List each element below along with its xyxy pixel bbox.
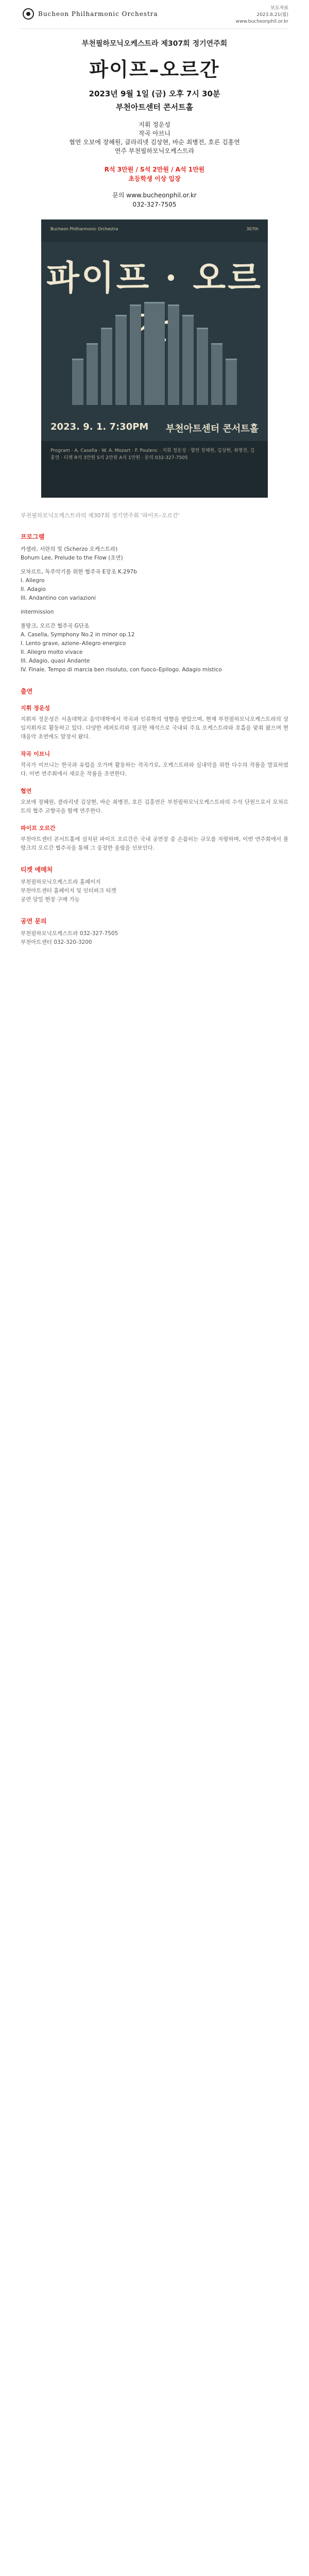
concert-subtitle: 부천필하모닉오케스트라 제307회 정기연주회 (81, 40, 228, 48)
inquiry-section (21, 917, 288, 947)
ticket-prices (21, 165, 288, 183)
program-section (21, 532, 288, 674)
credit-conductor: 지휘 정운성 (139, 121, 170, 128)
poster-venue: 부천아트센터 콘서트홀 (165, 423, 259, 434)
credits (21, 121, 288, 156)
header (21, 0, 288, 29)
program-movement: I. Lento grave, azione–Allegro energico (21, 640, 126, 647)
release-date: 2023.8.21(월) (256, 12, 288, 18)
performers-section (21, 687, 288, 853)
intermission: intermission (21, 609, 54, 615)
logo-text: Bucheon Philharmonic Orchestra (38, 10, 158, 18)
performers-heading: 출연 (21, 688, 33, 695)
age-limit: 초등학생 이상 입장 (128, 175, 181, 182)
program-movement: II. Allegro molto vivace (21, 649, 83, 655)
inquiry-line: 부천아트센터 032-320-3200 (21, 939, 92, 945)
logo-emblem-icon (23, 8, 34, 20)
program-item: 카셀라, 서란의 빛 (Scherzo 오케스트라) (21, 546, 118, 552)
conductor-bio: 지휘자 정운성은 서울대학교 음악대학에서 작곡과 인류학의 영향을 받았으며, 현재 부천필하모닉오케스트라의 상임지휘자로 활동하고 있다. 다양한 레퍼토리와 정교한 해석으로 국내외 주요 오케스트라와 호흡을 맞춰 왔으며 현대음악 초연에도 앞장서 왔다. (21, 716, 288, 740)
doc-label: 보도자료 (270, 6, 288, 11)
ticket-heading: 티켓 예매처 (21, 866, 53, 873)
poster-info: Program · A. Casella · W. A. Mozart · F. Poulenc · 지휘 정운성 · 협연 장혜원, 김상현, 최병전, 김홍연 · 티켓 R석 3만원 S석 2만원 A석 1만원 · 문의 032-327-7505 (50, 448, 255, 461)
concert-date: 2023년 9월 1일 (금) 오후 7시 30분 (89, 89, 220, 98)
concert-poster (41, 219, 268, 498)
organ-pipes-illustration (72, 302, 237, 405)
program-item: A. Casella, Symphony No.2 in minor op.12 (21, 632, 135, 638)
credit-soloists: 협연 오보에 장혜원, 클라리넷 김상현, 바순 최병전, 호른 김홍연 (69, 139, 240, 146)
composer-heading: 작곡 이브니 (21, 751, 50, 757)
credit-orchestra: 연주 부천필하모닉오케스트라 (114, 147, 195, 155)
inquiry-heading: 공연 문의 (21, 918, 47, 925)
composer-bio: 작곡가 이브니는 한국과 유럽을 오가며 활동하는 작곡가로, 오케스트라와 실내악을 위한 다수의 작품을 발표하였다. 이번 연주회에서 새로운 작품을 초연한다. (21, 762, 288, 777)
soloists-bio: 오보에 장혜원, 클라리넷 김상현, 바순 최병전, 호른 김홍연은 부천필하모닉오케스트라의 수석 단원으로서 모차르트의 협주 교향곡을 함께 연주한다. (21, 799, 288, 814)
program-item: 풀랑크, 오르간 협주곡 G단조 (21, 623, 90, 629)
contact-website[interactable]: 문의 www.bucheonphil.or.kr (112, 192, 197, 199)
inquiry-line: 부천필하모닉오케스트라 032-327-7505 (21, 930, 118, 937)
organ-description: 부천아트센터 콘서트홀에 설치된 파이프 오르간은 국내 공연장 중 손꼽히는 규모를 자랑하며, 이번 연주회에서 풀랑크의 오르간 협주곡을 통해 그 웅장한 울림을 선보인다. (21, 836, 288, 851)
ticket-section (21, 865, 288, 904)
soloists-heading: 협연 (21, 788, 32, 794)
header-meta (236, 5, 288, 25)
program-item: Bohum Lee, Prelude to the Flow (초연) (21, 555, 123, 561)
contact-info (21, 191, 288, 209)
title-block (21, 29, 288, 156)
program-movement: III. Adagio, quasi Andante (21, 658, 90, 664)
ticket-outlet: 부천필하모닉오케스트라 홈페이지 (21, 879, 101, 885)
program-item: 모차르트, 독주악기를 위한 협주곡 E장조 K.297b (21, 569, 137, 575)
organ-heading: 파이프 오르간 (21, 825, 56, 832)
concert-title: 파이프–오르간 (89, 58, 220, 81)
ticket-outlet: 공연 당일 현장 구매 가능 (21, 896, 80, 903)
program-heading: 프로그램 (21, 533, 45, 540)
poster-orchestra: Bucheon Philharmonic Orchestra (50, 227, 118, 231)
press-release-page (0, 0, 309, 968)
program-movement: IV. Finale. Tempo di marcia ben risoluto, con fuoco–Epilogo. Adagio mistico (21, 667, 222, 673)
credit-composer: 작곡 아브니 (139, 130, 170, 137)
poster-number: 307th (246, 227, 259, 231)
program-movement: I. Allegro (21, 578, 45, 584)
intro-caption: 부천필하모닉오케스트라의 제307회 정기연주회 '파이프–오르간' (21, 512, 180, 519)
contact-phone: 032-327-7505 (132, 201, 177, 208)
ticket-outlet: 부천아트센터 홈페이지 및 인터파크 티켓 (21, 888, 116, 894)
conductor-heading: 지휘 정운성 (21, 705, 50, 711)
concert-venue: 부천아트센터 콘서트홀 (115, 103, 194, 112)
orchestra-logo (23, 8, 158, 20)
program-movement: III. Andantino con variazioni (21, 595, 96, 601)
poster-title: 파이프 · 오르 (46, 258, 263, 298)
program-movement: II. Adagio (21, 586, 46, 592)
price-tiers: R석 3만원 / S석 2만원 / A석 1만원 (104, 166, 205, 173)
poster-date: 2023. 9. 1. 7:30PM (50, 421, 149, 432)
website[interactable]: www.bucheonphil.or.kr (235, 19, 288, 24)
